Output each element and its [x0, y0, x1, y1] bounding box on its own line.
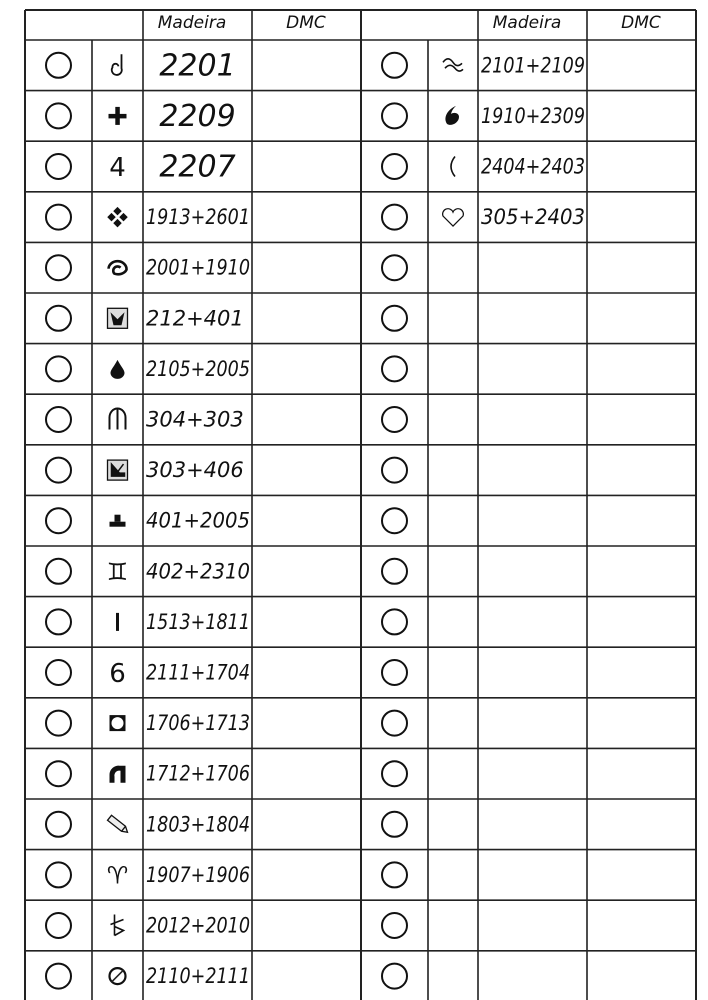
vertical-bar-icon — [116, 613, 119, 631]
svg-text:6: 6 — [109, 658, 126, 689]
left-madeira-header: Madeira — [157, 13, 227, 33]
madeira-code: 1907+1906 — [146, 862, 250, 887]
boxed-heart-icon — [108, 308, 128, 328]
madeira-code: 2209 — [159, 98, 236, 134]
madeira-code: 2201 — [159, 48, 236, 84]
svg-text:4: 4 — [109, 152, 126, 183]
madeira-code: 2101+2109 — [481, 53, 585, 78]
madeira-code: 2111+1704 — [146, 660, 250, 685]
madeira-code: 2404+2403 — [481, 154, 585, 179]
madeira-code: 2012+2010 — [146, 913, 250, 938]
madeira-code: 401+2005 — [146, 508, 250, 533]
svg-text:♈: ♈ — [106, 861, 129, 890]
gemini-icon — [107, 558, 129, 586]
madeira-code: 1913+2601 — [146, 205, 250, 230]
madeira-code: 1513+1811 — [146, 609, 250, 634]
svg-text:♊: ♊ — [106, 557, 129, 586]
madeira-code: 304+303 — [146, 407, 244, 432]
madeira-code: 1803+1804 — [146, 812, 250, 837]
madeira-code: 1706+1713 — [146, 711, 250, 736]
madeira-code: 303+406 — [146, 458, 244, 483]
madeira-code: 1712+1706 — [146, 761, 250, 786]
madeira-code: 1910+2309 — [481, 103, 585, 128]
madeira-code: 2105+2005 — [146, 356, 250, 381]
madeira-code: 305+2403 — [481, 205, 585, 230]
aries-icon — [107, 862, 129, 890]
madeira-code: 2207 — [159, 149, 236, 185]
madeira-code: 402+2310 — [146, 559, 250, 584]
left-dmc-header: DMC — [286, 13, 326, 33]
boxed-crane-icon — [108, 460, 128, 480]
right-madeira-header: Madeira — [492, 13, 562, 33]
madeira-code: 212+401 — [146, 306, 244, 331]
madeira-code: 2001+1910 — [146, 255, 250, 280]
digit-six-icon — [109, 659, 126, 689]
digit-four-icon — [109, 153, 126, 183]
right-dmc-header: DMC — [621, 13, 661, 33]
framed-square-icon — [110, 715, 126, 731]
madeira-code: 2110+2111 — [146, 964, 250, 989]
